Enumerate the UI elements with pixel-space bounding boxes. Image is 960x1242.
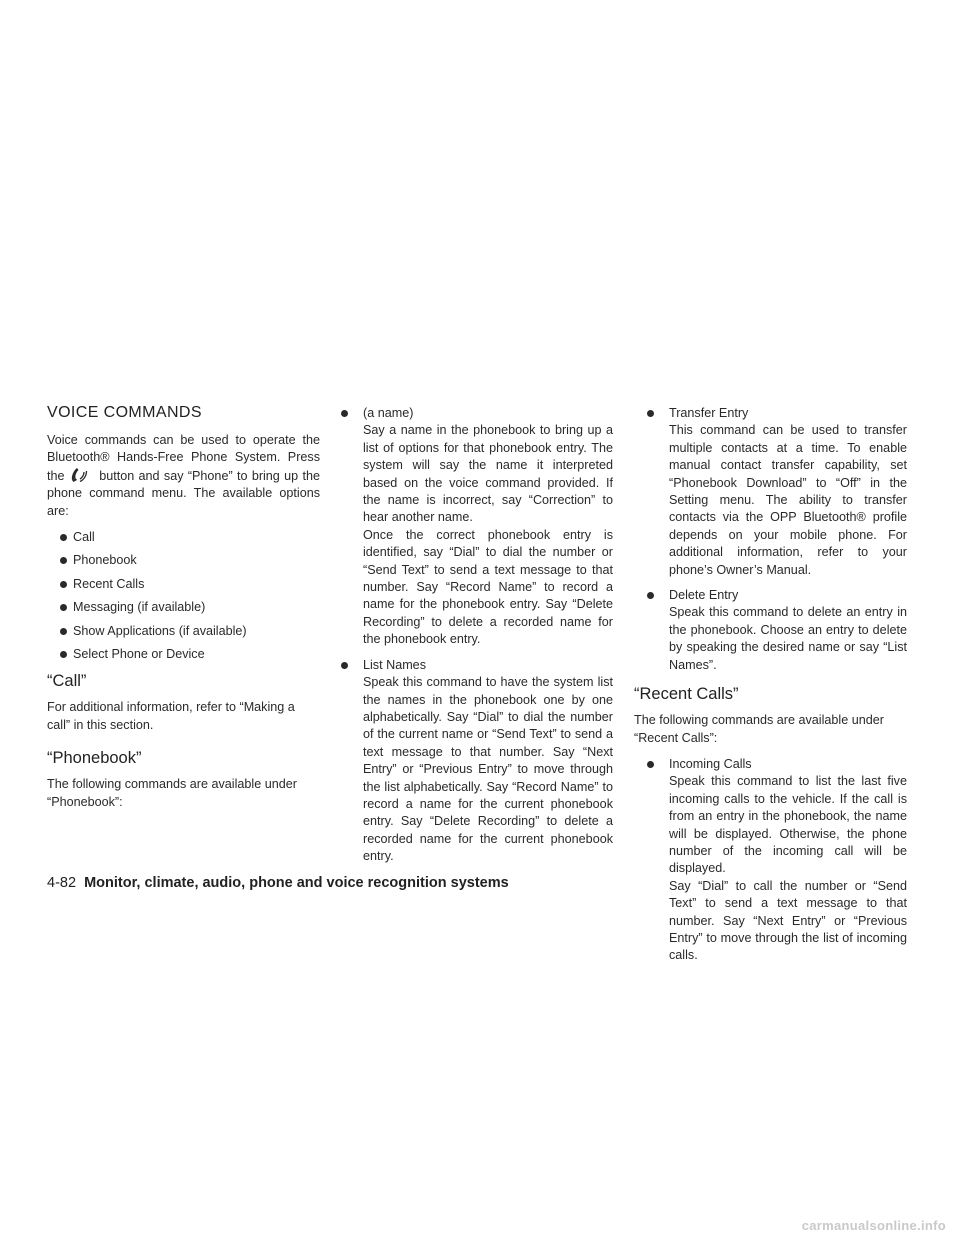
recent-calls-heading: “Recent Calls” — [634, 685, 739, 704]
phonebook-commands-list-continued — [634, 405, 907, 674]
intro-text-2: button and say “Phone” to bring up the phone command menu. The available options are: — [47, 468, 321, 518]
list-item — [341, 405, 613, 649]
column-3 — [634, 405, 907, 973]
list-item — [647, 405, 907, 579]
call-text: For additional information, refer to “Making a call” in this section. — [47, 700, 295, 732]
page-footer — [47, 875, 509, 891]
entry-body: Speak this command to delete an entry in the phonebook. Choose an entry to delete by speaking the desired name or say “List Names”. — [669, 605, 907, 672]
entry-body: Say a name in the phonebook to bring up a list of options for that phonebook entry. The system will say the name it interpreted based on the voice command provided. If the name is incorrect, say “Correction” to hear another name. — [363, 423, 613, 525]
section-title: VOICE COMMANDS — [47, 404, 202, 421]
recent-calls-commands-list — [634, 756, 907, 965]
watermark: carmanualsonline.info — [801, 1218, 946, 1233]
list-item: Select Phone or Device — [60, 646, 320, 663]
phonebook-heading: “Phonebook” — [47, 749, 142, 768]
entry-body: Speak this command to have the system list the names in the phonebook one by one alphabetically. Say “Dial” to dial the number of the current name or “Send Text” to send a text message to that number. Say “Next Entry” or “Previous Entry” to move through the list alphabetically. Say “Record Name” to record a name for the current phonebook entry. Say “Delete Recording” to delete a recorded name for the current phonebook entry. — [363, 675, 613, 864]
list-item: Messaging (if available) — [60, 599, 320, 616]
list-item: Show Applications (if available) — [60, 623, 320, 640]
entry-title: Incoming Calls — [669, 756, 752, 771]
recent-calls-text: The following commands are available under “Recent Calls”: — [634, 713, 884, 745]
column-2 — [341, 405, 613, 874]
list-item — [647, 756, 907, 965]
entry-title: (a name) — [363, 406, 414, 420]
chapter-title: Monitor, climate, audio, phone and voice recognition systems — [84, 875, 509, 891]
entry-title: Transfer Entry — [669, 406, 749, 420]
phonebook-text: The following commands are available under “Phonebook”: — [47, 777, 297, 809]
entry-title: Delete Entry — [669, 588, 739, 603]
command-options-list — [47, 529, 320, 663]
list-item — [647, 587, 907, 674]
phone-voice-icon — [69, 467, 95, 483]
entry-title: List Names — [363, 657, 426, 672]
list-item: Recent Calls — [60, 576, 320, 593]
list-item: Phonebook — [60, 552, 320, 569]
call-heading: “Call” — [47, 672, 87, 691]
phonebook-commands-list — [341, 405, 613, 866]
entry-body: Say “Dial” to call the number or “Send Text” to send a text message to that number. Say “Next Entry” or “Previous Entry” to move through the list of incoming calls. — [669, 878, 907, 963]
column-1 — [47, 403, 320, 820]
page-number: 4-82 — [47, 875, 77, 891]
intro-paragraph — [47, 432, 320, 520]
entry-body: Speak this command to list the last five incoming calls to the vehicle. If the call is from an entry in the phonebook, the name will be displayed. Otherwise, the phone number of the incoming call will be displayed. — [669, 774, 907, 876]
entry-body: This command can be used to transfer multiple contacts at a time. To enable manual contact transfer capability, set “Phonebook Download” to “Off” in the Setting menu. The ability to transfer contacts via the OPP Bluetooth® profile depends on your mobile phone. For additional information, refer to your phone’s Owner’s Manual. — [669, 423, 907, 577]
list-item — [341, 657, 613, 866]
list-item: Call — [60, 529, 320, 546]
intro-text-1: Voice commands can be used to operate the Bluetooth® Hands-Free Phone System. Press the — [47, 433, 320, 483]
entry-body: Once the correct phonebook entry is identified, say “Dial” to dial the number or “Send Text” to send a text message to that number. Say “Record Name” to record a name for the phonebook entry. Say “Delete Recording” to delete a recorded name for the phonebook entry. — [363, 527, 613, 647]
